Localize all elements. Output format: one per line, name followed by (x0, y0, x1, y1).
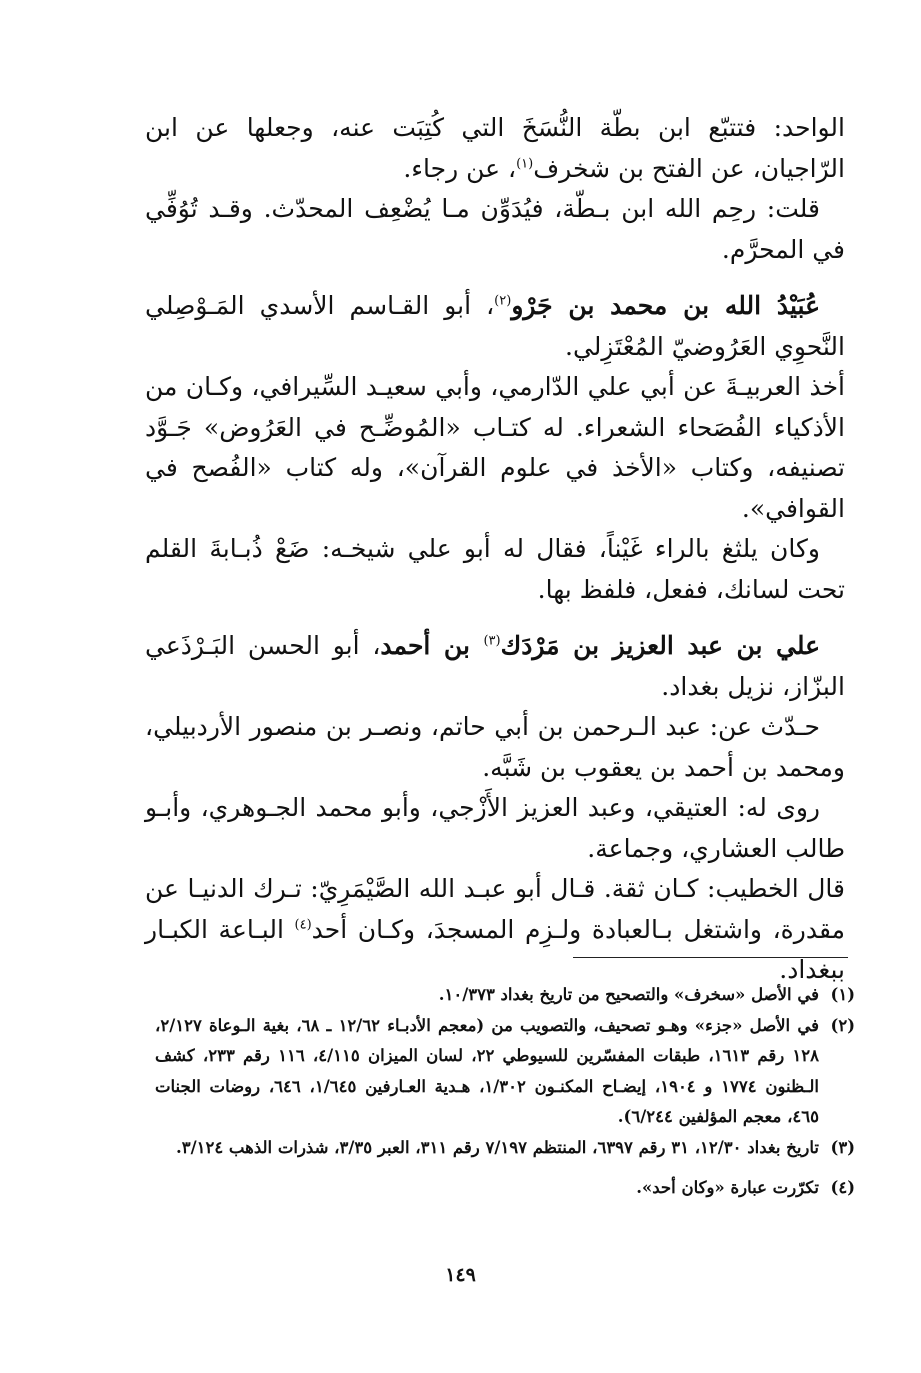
entry-2-paragraph-3-text: قال الخطيب: كـان ثقة. قـال أبو عبـد الله الصَّيْمَرِيّ: تـرك الدنيـا عن مقدرة، واشتغل بـالعبادة ولـزِم المسجدَ، وكـان أحد (145, 874, 845, 944)
footnote-divider (573, 957, 848, 958)
footnote-number: (١) (830, 985, 855, 1004)
entry-2-kunya: ، أبو الحسن البَـرْذَعي البزّاز، نزيل بغداد. (145, 631, 845, 701)
entry-1-heading (145, 286, 845, 367)
footnote-ref-4: (٤) (294, 917, 312, 933)
paragraph-1-text: الواحد: فتتبّع ابن بطّة النُّسَخَ التي كُتِبَت عنه، وجعلها عن ابن الرّاجيان، عن الفتح بن شخرف (145, 113, 845, 183)
entry-2-paragraph-1: حـدّث عن: عبد الـرحمن بن أبي حاتم، ونصـر بن منصور الأردبيلي، ومحمد بن أحمد بن يعقوب بن شَبَّه. (145, 712, 845, 782)
entry-1-paragraph-1: أخذ العربيـةَ عن أبي علي الدّارمي، وأبي سعيـد السِّيرافي، وكـان من الأذكياء الفُصَحاء الشعراء. له كتـاب «المُوضِّـح في العَرُوض» جَـوَّد تصنيفه، وكتاب «الأخذ في علوم القرآن»، وله كتاب «الفُصح في القوافي». (145, 372, 845, 523)
footnote-text: في الأصل «جزء» وهـو تصحيف، والتصويب من (معجم الأدبـاء ١٢/٦٢ ـ ٦٨، بغية الـوعاة ٢/١٢٧، ١٢٨ رقم ١٦١٣، طبقات المفسّرين للسيوطي ٢٢، لسان الميزان ٤/١١٥، ١١٦ رقم ٢٣٣، كشف الـظنون ١٧٧٤ و ١٩٠٤، إيضـاح المكنـون ١/٣٠٢، هـدية العـارفين ١/٦٤٥، ٦٤٦، روضات الجنات ٤٦٥، معجم المؤلفين ٦/٢٤٤). (155, 1015, 819, 1126)
entry-2-paragraph-3 (145, 869, 845, 991)
footnote-4 (155, 1173, 855, 1204)
footnote-ref-3: (٣) (483, 633, 501, 649)
footnote-text: تاريخ بغداد ١٢/٣٠، ٣١ رقم ٦٣٩٧، المنتظم ٧/١٩٧ رقم ٣١١، العبر ٣/٣٥، شذرات الذهب ٣/١٢٤. (175, 1137, 819, 1157)
entry-2-paragraph-3-end: البـاعة الكبـار ببغداد. (145, 914, 845, 984)
footnote-number: (٢) (830, 1015, 855, 1035)
paragraph-1 (145, 108, 845, 189)
page-number: ١٤٩ (445, 1264, 476, 1286)
entry-1-kunya: ، أبو القـاسم الأسدي المَـوْصِلي النَّحوِي العَرُوضيّ المُعْتَزِلي. (145, 291, 845, 361)
footnotes (155, 980, 855, 1204)
footnote-1 (155, 980, 855, 1011)
footnote-ref-1: (١) (516, 156, 534, 172)
footnote-3 (155, 1133, 855, 1164)
footnote-text: في الأصل «سخرف» والتصحيح من تاريخ بغداد ١٠/٣٧٣. (438, 985, 819, 1004)
entry-1-paragraph-2: وكان يلثغ بالراء غَيْناً، فقال له أبو علي شيخـه: ضَعْ ذُبـابةَ القلم تحت لسانك، ففعل، فلفظ بها. (145, 534, 845, 604)
entry-2-name: علي بن عبد العزيز بن مَرْدَك (500, 631, 821, 660)
entry-2-name-cont: بن أحمد (380, 631, 484, 660)
entry-2-heading (145, 626, 845, 707)
entry-2-paragraph-2: روى له: العتيقي، وعبد العزيز الأَزْجي، وأبو محمد الجـوهري، وأبـو طالب العشاري، وجماعة. (145, 793, 845, 863)
paragraph-2: قلت: رحِم الله ابن بـطّة، فيُدَوِّن مـا يُضْعِف المحدّث. وقـد تُوُفِّي في المحرَّم. (145, 194, 845, 264)
paragraph-1-end: ، عن رجاء. (403, 153, 517, 183)
footnote-number: (٣) (830, 1137, 855, 1157)
footnote-text: تكرّرت عبارة «وكان أحد». (636, 1178, 819, 1197)
footnote-2 (155, 1011, 855, 1133)
main-text (145, 108, 845, 991)
entry-1-name: عُبَيْدُ الله بن محمد بن جَرْو (511, 291, 820, 320)
footnote-ref-2: (٢) (494, 293, 512, 309)
footnote-number: (٤) (830, 1178, 855, 1197)
